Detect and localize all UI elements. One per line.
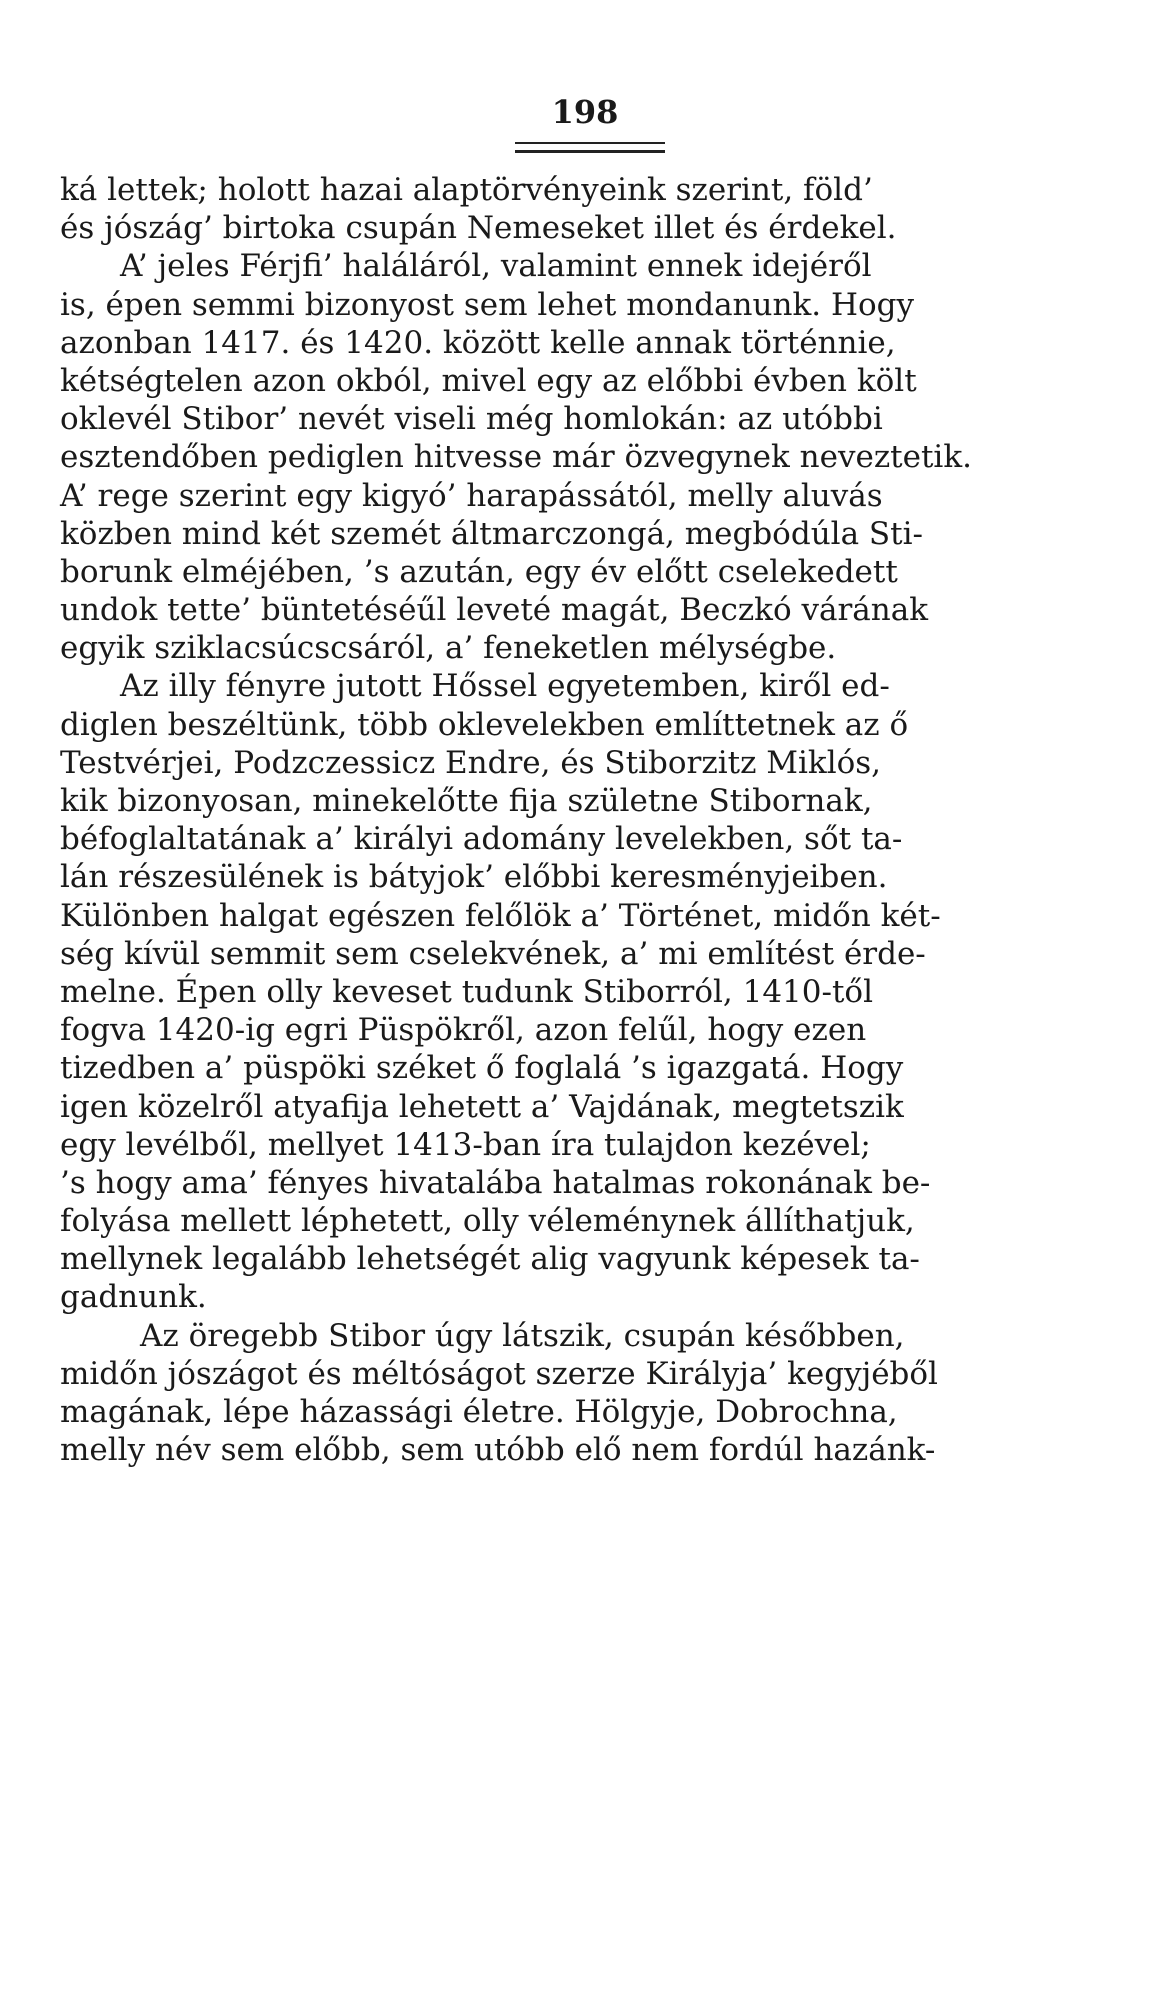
text-line: midőn jószágot és méltóságot szerze Királyja’ kegyjéből xyxy=(60,1355,938,1392)
text-line: igen közelről atyafija lehetett a’ Vajdának, megtetszik xyxy=(60,1088,904,1125)
text-line: ség kívül semmit sem cselekvének, a’ mi említést érde- xyxy=(60,935,926,972)
text-line: A’ jeles Férjfi’ haláláról, valamint ennek idejéről xyxy=(120,248,872,285)
text-line: egyik sziklacsúcscsáról, a’ feneketlen mélységbe. xyxy=(60,630,837,667)
text-line: oklevél Stibor’ nevét viseli még homlokán: az utóbbi xyxy=(60,401,883,438)
text-line: tizedben a’ püspöki széket ő foglalá ’s igazgatá. Hogy xyxy=(60,1050,904,1087)
text-line: magának, lépe házassági életre. Hölgyje, Dobrochna, xyxy=(60,1394,898,1430)
text-line: ’s hogy ama’ fényes hivatalába hatalmas rokonának be- xyxy=(60,1164,931,1201)
text-line: gadnunk. xyxy=(60,1279,207,1316)
text-line: lán részesülének is bátyjok’ előbbi keresményjeiben. xyxy=(60,859,888,896)
text-line: esztendőben pediglen hitvesse már özvegynek neveztetik. xyxy=(60,439,972,476)
text-line: kik bizonyosan, minekelőtte fija születne Stibornak, xyxy=(60,783,873,819)
text-line: és jószág’ birtoka csupán Nemeseket illet és érdekel. xyxy=(60,210,897,247)
text-line: is, épen semmi bizonyost sem lehet mondanunk. Hogy xyxy=(60,286,914,323)
text-line: közben mind két szemét áltmarczongá, megbódúla Sti- xyxy=(60,515,923,552)
text-line: Az illy fényre jutott Hőssel egyetemben, kiről ed- xyxy=(120,668,890,705)
text-line: Az öregebb Stibor úgy látszik, csupán későbben, xyxy=(140,1317,905,1354)
body-text xyxy=(60,171,1060,1469)
text-line: diglen beszéltünk, több oklevelekben említtetnek az ő xyxy=(60,706,909,743)
text-line: egy levélből, mellyet 1413-ban íra tulajdon kezével; xyxy=(60,1126,871,1163)
text-line: ká lettek; holott hazai alaptörvényeink szerint, föld’ xyxy=(60,172,873,208)
text-line: undok tette’ büntetéséűl leveté magát, Beczkó várának xyxy=(60,592,929,629)
text-line: A’ rege szerint egy kigyó’ harapássától, melly aluvás xyxy=(60,477,883,514)
text-line: kétségtelen azon okból, mivel egy az előbbi évben költ xyxy=(60,362,917,399)
page xyxy=(60,90,1060,1469)
text-line: mellynek legalább lehetségét alig vagyunk képesek ta- xyxy=(60,1241,920,1278)
text-line: Különben halgat egészen felőlök a’ Történet, midőn két- xyxy=(60,897,941,934)
text-line: melne. Épen olly keveset tudunk Stiborról, 1410-től xyxy=(60,973,874,1010)
header-rule xyxy=(515,142,665,153)
text-line: folyása mellett léphetett, olly véleménynek állíthatjuk, xyxy=(60,1203,915,1240)
page-number: 198 xyxy=(551,93,619,131)
text-line: Testvérjei, Podzczessicz Endre, és Stiborzitz Miklós, xyxy=(60,744,882,781)
text-line: borunk elméjében, ’s azután, egy év előtt cselekedett xyxy=(60,553,898,590)
text-line: béfoglaltatának a’ királyi adomány levelekben, sőt ta- xyxy=(60,821,903,858)
text-line: melly név sem előbb, sem utóbb elő nem fordúl hazánk- xyxy=(60,1432,936,1469)
text-line: azonban 1417. és 1420. között kelle annak történnie, xyxy=(60,324,896,361)
text-line: fogva 1420-ig egri Püspökről, azon felűl, hogy ezen xyxy=(60,1012,867,1049)
